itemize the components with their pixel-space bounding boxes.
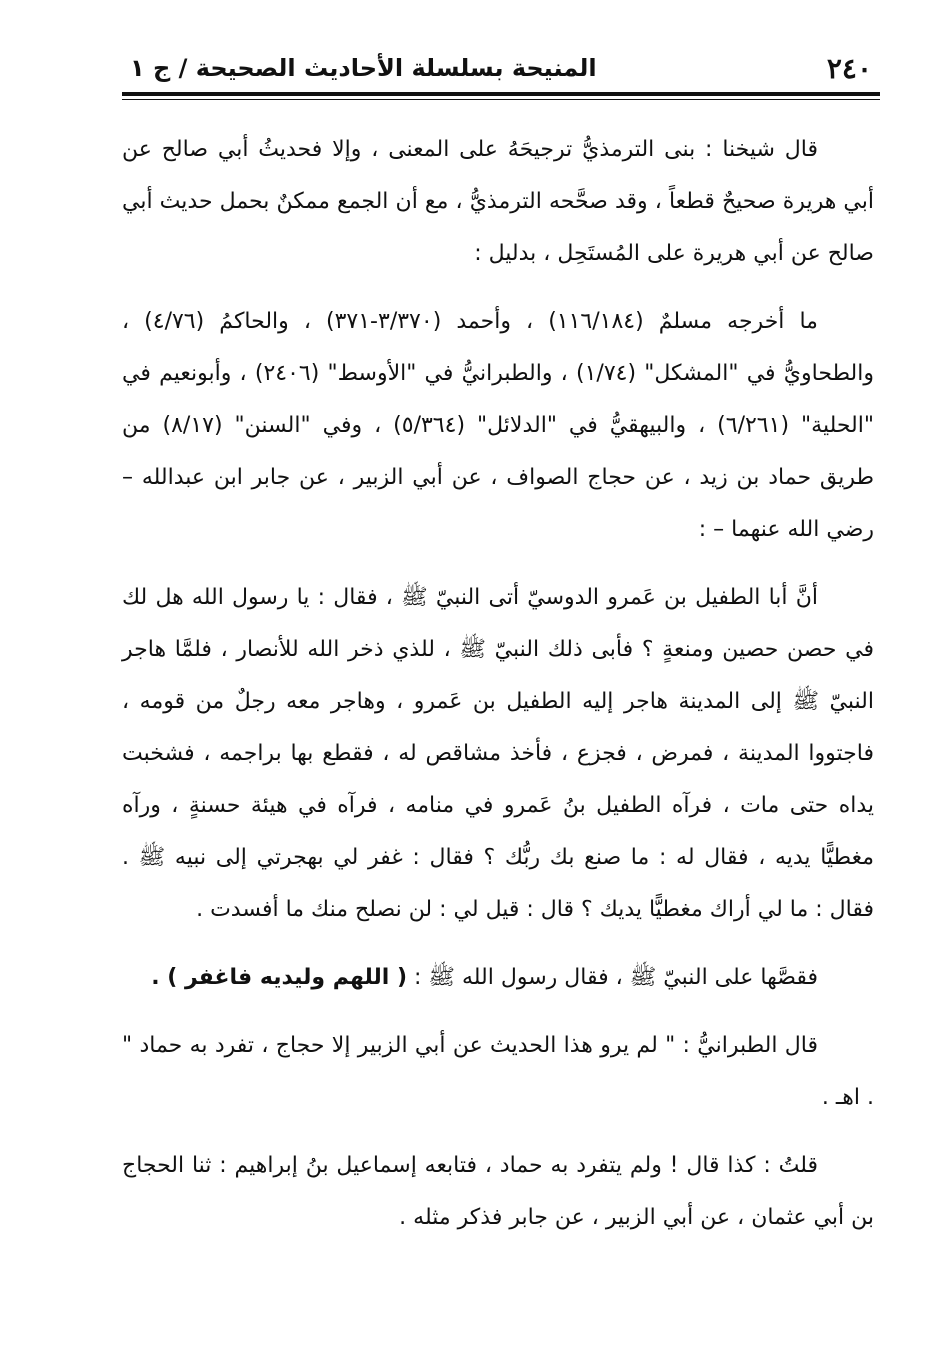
paragraph-tabarani: قال الطبرانيُّ : " لم يرو هذا الحديث عن أبي الزبير إلا حجاج ، تفرد به حماد " . اهـ .: [122, 1033, 874, 1110]
dua-text: ( اللهم وليديه فاغفر ) .: [151, 965, 408, 990]
paragraph-commentary: قال شيخنا : بنى الترمذيُّ ترجيحَهُ على المعنى ، وإلا فحديثُ أبي صالح عن أبي هريرة صحيحٌ قطعاً ، وقد صحَّحه الترمذيُّ ، مع أن الجمع ممكنٌ بحمل حديث أبي صالح عن أبي هريرة على المُستَحِل ، بدليل :: [122, 137, 874, 266]
paragraph-takhrij: ما أخرجه مسلمٌ (١١٦/١٨٤) ، وأحمد (٣/٣٧٠-٣٧١) ، والحاكمُ (٤/٧٦) ، والطحاويُّ في "المشكل" (١/٧٤) ، والطبرانيُّ في "الأوسط" (٢٤٠٦) ، وأبونعيم في "الحلية" (٦/٢٦١) ، والبيهقيُّ في "الدلائل" (٥/٣٦٤) ، وفي "السنن" (٨/١٧) من طريق حماد بن زيد ، عن حجاج الصواف ، عن أبي الزبير ، عن جابر ابن عبدالله – رضي الله عنهما – :: [122, 309, 875, 542]
running-title: المنيحة بسلسلة الأحاديث الصحيحة / ج ١: [130, 54, 597, 82]
paragraph-author-note: قلتُ : كذا قال ! ولم يتفرد به حماد ، فتابعه إسماعيل بنُ إبراهيم : ثنا الحجاج بن أبي عثمان ، عن أبي الزبير ، عن جابر فذكر مثله .: [122, 1153, 874, 1230]
body-text: [122, 124, 874, 1244]
page-header: [122, 48, 878, 92]
header-rule-thick: [122, 92, 880, 96]
paragraph-hadith: أنَّ أبا الطفيل بن عَمرو الدوسيّ أتى النبيّ ﷺ ، فقال : يا رسول الله هل لك في حصن حصين ومنعةٍ ؟ فأبى ذلك النبيّ ﷺ ، للذي ذخر الله للأنصار ، فلمَّا هاجر النبيّ ﷺ إلى المدينة هاجر إليه الطفيل بن عَمرو ، وهاجر معه رجلٌ من قومه ، فاجتووا المدينة ، فمرض ، فجزع ، فأخذ مشاقص له ، فقطع بها براجمه ، فشخبت يداه حتى مات ، فرآه الطفيل بنُ عَمرو في منامه ، فرآه في هيئة حسنةٍ ، ورآه مغطيًّا يديه ، فقال له : ما صنع بك ربُّك ؟ فقال : غفر لي بهجرتي إلى نبيه ﷺ . فقال : ما لي أراك مغطيًّا يديك ؟ قال : قيل لي : لن نصلح منك ما أفسدت .: [122, 585, 874, 922]
page-number: ٢٤٠: [826, 52, 872, 85]
header-rule-thin: [122, 99, 880, 100]
qissa-text: فقصَّها على النبيّ ﷺ ، فقال رسول الله ﷺ :: [407, 965, 818, 990]
paragraph-qissa: [122, 952, 874, 1004]
